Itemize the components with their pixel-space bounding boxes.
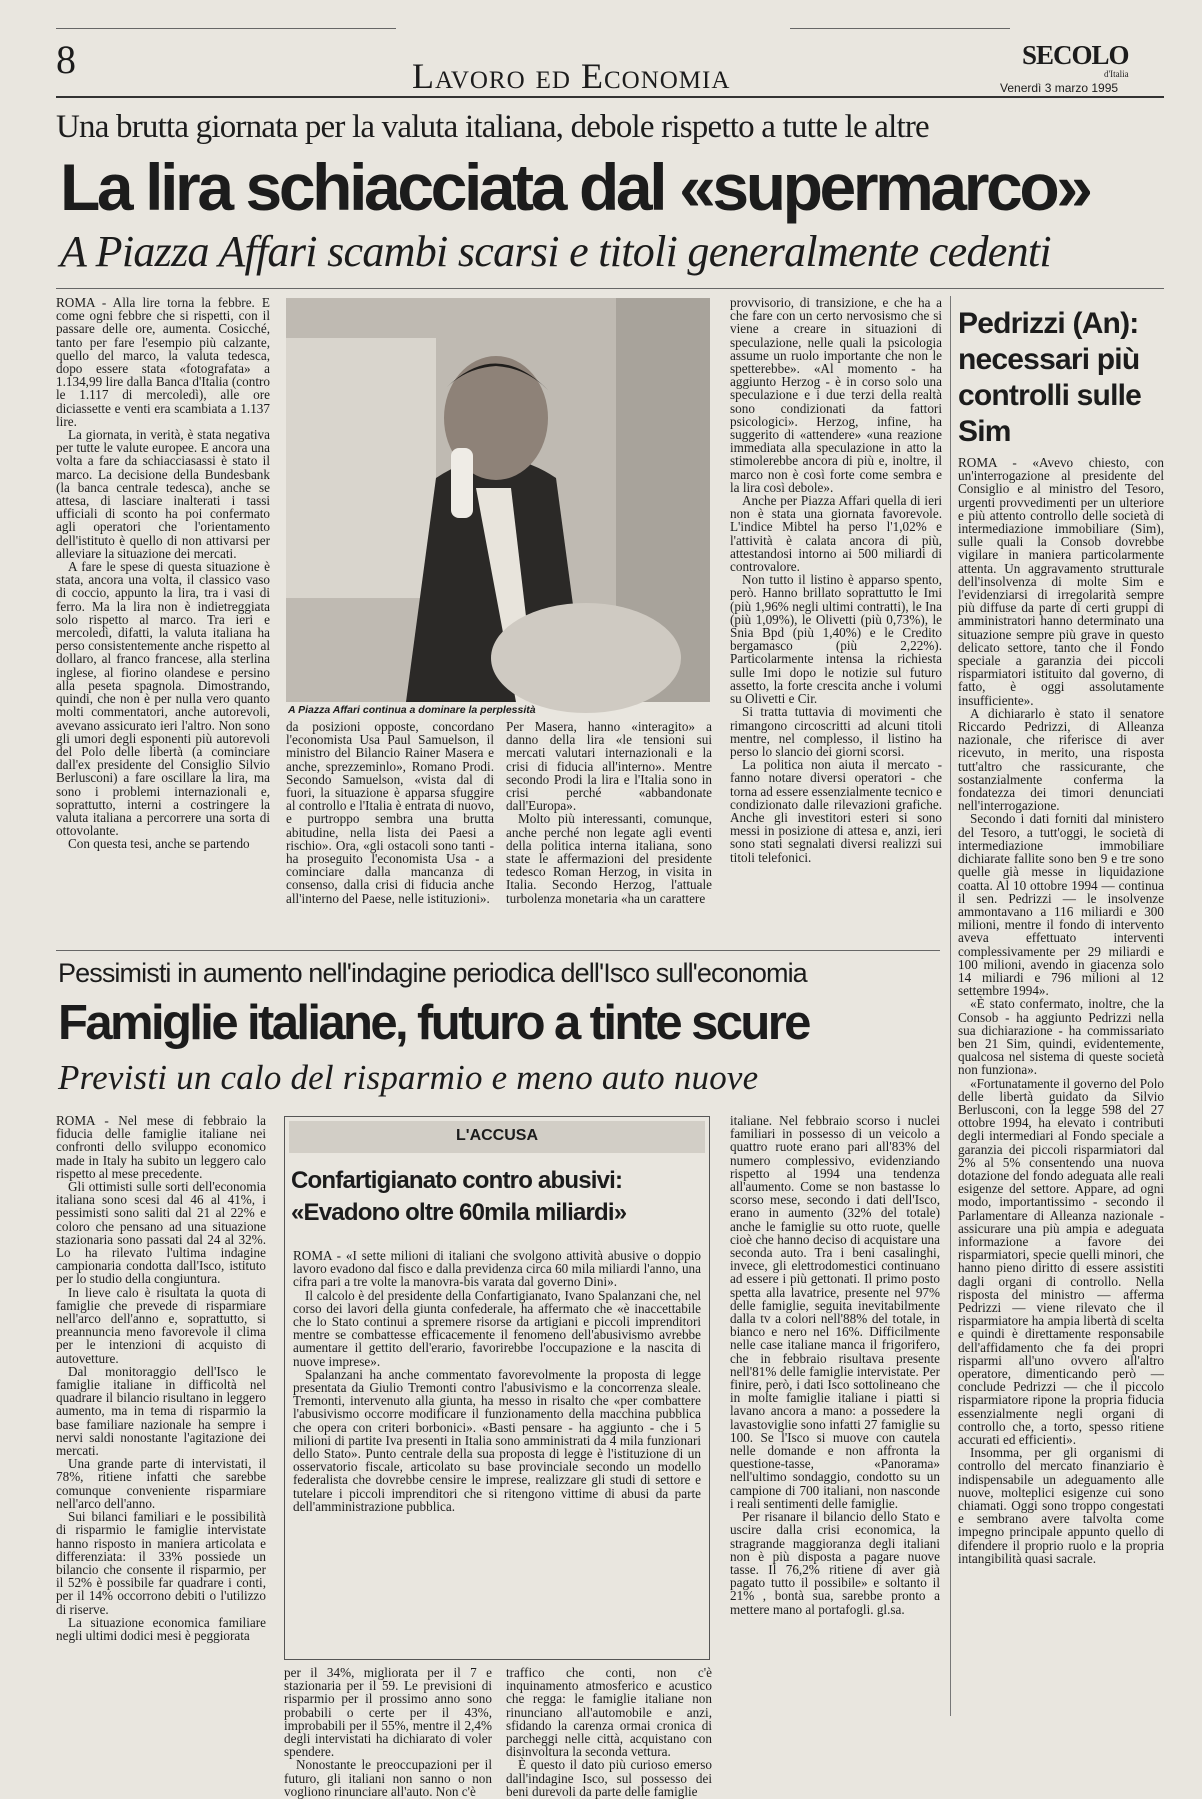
story1-rule (56, 288, 1164, 289)
story1-col1-para: ROMA - Alla lire torna la febbre. E come ogni febbre che si rispetti, con il passare delle ore, aumenta. Cosicché, tanto per fare l'esempio più calzante, quello del marco, la valuta tedesca, dopo essere stata «fotografata» a 1.134,99 lire dalla Banca d'Italia (contro le 1.117 di mercoledì), alle ore diciassette e venti era scambiata a 1.137 lire. (56, 295, 270, 429)
story1-kicker: Una brutta giornata per la valuta italiana, debole rispetto a tutte le altre (56, 109, 929, 145)
story2-col1-para: In lieve calo è risultata la quota di famiglie che prevede di risparmiare nell'arco dell'anno e, soprattutto, si preannuncia meno favorevole il clima per le intenzioni di acquisto di autovetture. (56, 1284, 266, 1366)
sidebar-para: Secondo i dati forniti dal ministero del Tesoro, a tutt'oggi, le società di intermediazione immobiliare dichiarate fallite sono ben 9 e tre sono quelle già messe in liquidazione coatta. Al 10 ottobre 1994 — continua il sen. Pedrizzi — le insolvenze ammontavano a 116 miliardi e 300 milioni, mentre il fondo di intervento aveva effettuato interventi complessivamente per 29 miliardi e 100 milioni, avendo in giacenza solo 14 miliardi e 796 milioni al 12 settembre 1994». (958, 811, 1164, 999)
sidebar-para: «È stato confermato, inoltre, che la Consob - ha aggiunto Pedrizzi nella sua dichiarazione - ha commissariato ben 21 Sim, quindi, evidentemente, qualcosa nel sistema di queste società non funziona». (958, 996, 1164, 1078)
story2-col1-para: La situazione economica familiare negli ultimi dodici mesi è peggiorata (56, 1614, 266, 1643)
story2-col1-para: Una grande parte di intervistati, il 78%, ritiene infatti che sarebbe comunque conveniente risparmiare nell'arco dell'anno. (56, 1456, 266, 1511)
story2-kicker: Pessimisti in aumento nell'indagine periodica dell'Isco sull'economia (58, 958, 807, 988)
issue-date: Venerdì 3 marzo 1995 (1000, 81, 1119, 95)
story2-column-2 (284, 1665, 492, 1799)
accusa-body (293, 1249, 701, 1655)
story1-column-2 (286, 720, 494, 938)
sidebar-para: «Fortunatamente il governo del Polo delle libertà guidato da Silvio Berlusconi, con la legge 598 del 27 ottobre 1994, ha elevato i contributi degli intermediari al Fondo speciale a garanzia dei piccoli risparmiatori dal 2% al 5% consentendo una nuova dotazione del fondo adeguata alle reali esigenze del settore. Appare, ad ogni modo, importantissimo - secondo il Parlamentare di Alleanza nazionale - assicurare una più ampia e adeguata informazione a favore dei risparmiatori, specie quelli minori, che hanno pieno diritto di essere assistiti dagli organi di controllo. Nella risposta del ministro — afferma Pedrizzi — viene rilevato che il risparmiatore ha ampia libertà di scelta e quindi è direttamente responsabile dell'affidamento che fa dei propri risparmi all'uno ovvero all'altro operatore, dimenticando però — conclude Pedrizzi — che il piccolo risparmiatore ripone la propria fiducia essenzialmente negli organi di controllo che, a torto, spesso ritiene accurati ed efficienti». (958, 1075, 1164, 1448)
trader-on-phone-illustration (286, 298, 710, 702)
story2-col2-para: per il 34%, migliorata per il 7 e stazionaria per il 59. Le previsioni di risparmio per il prossimo anno sono probabili o certe per il 43%, improbabili per il 55%, mentre il 2,4% degli intervistati ha dichiarato di voler spendere. (284, 1665, 492, 1760)
sidebar-body (958, 456, 1164, 1720)
story2-col1-para: Dal monitoraggio dell'Isco le famiglie italiane in difficoltà nel quadrare il bilancio risultano in leggero aumento, ma in tema di risparmio la base familiare nazionale ha sempre i nervi saldi nonostante l'agitazione dei mercati. (56, 1363, 266, 1459)
masthead-rule-thin-right (790, 28, 1010, 29)
story1-col1-para: La giornata, in verità, è stata negativa per tutte le valute europee. E ancora una volta a fare da schiacciasassi è stato il marco. La decisione della Bundesbank (la banca centrale tedesca), anche se attesa, di lasciare inalterati i tassi ufficiali di sconto ha poi confermato agli operatori che l'orientamento dell'istituto è quello di non attivarsi per alleviare la situazione dei mercati. (56, 427, 270, 561)
story2-column-1 (56, 1114, 266, 1722)
story1-subhead: A Piazza Affari scambi scarsi e titoli generalmente cedenti (60, 227, 1051, 276)
paper-logo: SECOLO (1022, 40, 1129, 70)
story1-col2-para: da posizioni opposte, concordano l'economista Usa Paul Samuelson, il ministro del Bilancio Rainer Masera e anche, sprezzeminlo», Romano Prodi. Secondo Samuelson, «vista dal di fuori, la situazione è apparsa sfuggire al controllo e l'Italia è entrata di nuovo, e purtroppo sembra una brutta abitudine, nella lista dei Paesi a rischio». Ora, «gli ostacoli sono tanti - ha proseguito l'economista Usa - a cominciare dalla mancanza di consenso, dalla crisi di fiducia anche all'interno del Paese, nelle istituzioni». (286, 719, 494, 906)
masthead-rule-thin (56, 28, 396, 29)
story1-col4-para: Non tutto il listino è apparso spento, però. Hanno brillato soprattutto le Imi (più 1,96% negli ultimi contratti), le Ina (più 1,09%), le Olivetti (più 0,73%), le Snia Bpd (più 1,40%) e le Credito bergamasco (più 2,22%). Particolarmente intensa la richiesta sulle Imi dopo le notizie sul futuro assetto, la forte crescita anche i volumi su Olivetti e Cir. (730, 572, 942, 707)
story1-col1-para: A fare le spese di questa situazione è stata, ancora una volta, il classico vaso di coccio, appunto la lira, tra i vasi di ferro. Ma la lira non è indietreggiata solo rispetto al marco. Tra ieri e mercoledì, difatti, la valuta italiana ha perso consistentemente anche rispetto al dollaro, al franco francese, alla sterlina inglese, al fiorino olandese e persino alla peseta spagnola. Dimostrando, quindi, che non è per nulla vero quanto molti commentatori, anche autorevoli, avevano assicurato ieri l'altro. Non sono gli umori degli esponenti più autorevoli del Polo delle libertà (a cominciare dall'ex presidente del Consiglio Silvio Berlusconi) a fare oscillare la lira, ma sono i problemi internazionali e, soprattutto, interni a costringere la valuta italiana a percorrere una sorta di ottovolante. (56, 559, 270, 839)
story2-col3-para: traffico che conti, non c'è inquinamento atmosferico e acustico che regga: le famiglie italiane non rinunciano all'automobile e anzi, sfidando la carenza ormai cronica di parcheggi nelle città, acquistano con disinvoltura la seconda vettura. (506, 1665, 712, 1760)
story1-photo (286, 298, 710, 702)
story2-subhead: Previsti un calo del risparmio e meno auto nuove (58, 1058, 759, 1097)
page-number: 8 (56, 37, 76, 82)
accusa-para: Spalanzani ha anche commentato favorevolmente la proposta di legge presentata da Giulio Tremonti contro l'abusivismo e la concorrenza sleale. Tremonti, intervenuto alla giunta, ha messo in risalto che «per combattere l'abusivismo occorre modificare il funzionamento della macchina pubblica che opera con criteri borbonici». «Basti pensare - ha aggiunto - che i 5 milioni di partite Iva presenti in Italia sono amministrati da 4 mila funzionari dello Stato». Punto centrale della sua proposta di legge è l'istituzione di un osservatorio fiscale, articolato su base provinciale secondo un modello federalista che dovrebbe censire le imprese, realizzare gli studi di settore e tutelare i piccoli imprenditori che si ritengono vittime di abusi da parte dell'amministrazione pubblica. (293, 1366, 701, 1514)
story2-col1-para: Sui bilanci familiari e le possibilità di risparmio le famiglie intervistate hanno risposto in maniera articolata e differenziata: il 33% possiede un bilancio che consente il risparmio, per il 52% è possibile far quadrare i conti, per il 14% occorrono debiti o l'utilizzo di riserve. (56, 1509, 266, 1617)
story1-headline: La lira schiacciata dal «supermarco» (60, 150, 1090, 224)
section-title: Lavoro ed Economia (412, 56, 731, 96)
story1-column-3 (506, 720, 712, 938)
story2-col3-para: È questo il dato più curioso emerso dall'indagine Isco, sul possesso dei beni durevoli da parte delle famiglie (506, 1757, 712, 1799)
story1-photo-caption: A Piazza Affari continua a dominare la perplessità (288, 704, 536, 716)
story1-col4-para: Si tratta tuttavia di movimenti che rimangono circoscritti ad alcuni titoli mentre, nel complesso, il listino ha perso lo slancio dei giorni scorsi. (730, 704, 942, 759)
masthead-rule (56, 96, 1164, 98)
story2-col2-para: Nonostante le preoccupazioni per il futuro, gli italiani non sanno o non vogliono rinunciare all'auto. Non c'è (284, 1757, 492, 1799)
story2-top-rule (56, 950, 940, 951)
story1-col3-para: Per Masera, hanno «interagito» a danno della lira «le tensioni sui mercati valutari internazionali e la crisi di fiducia all'interno». Mentre secondo Prodi la lira e l'Italia sono in crisi perché «abbandonate dall'Europa». (506, 719, 712, 814)
sidebar-headline: Pedrizzi (An): necessari più controlli sulle Sim (958, 307, 1142, 448)
story2-column-3 (506, 1665, 712, 1799)
story1-column-4 (730, 296, 942, 938)
sidebar-divider (950, 296, 951, 1716)
story1-column-1 (56, 296, 270, 936)
story2-col1-para: ROMA - Nel mese di febbraio la fiducia delle famiglie italiane nei confronti dello sviluppo economico made in Italy ha subito un leggero calo rispetto al mese precedente. (56, 1113, 266, 1181)
story2-headline: Famiglie italiane, futuro a tinte scure (58, 996, 809, 1050)
story2-col4-para: italiane. Nel febbraio scorso i nuclei familiari in possesso di un veicolo a quattro ruote erano pari all'83% del numero complessivo, evidenziando rispetto al 1994 una tendenza all'aumento. Come se non bastasse lo scorso mese, secondo i dati dell'Isco, erano in aumento (32% del totale) anche le famiglie su otto ruote, quelle cioè che hanno deciso di acquistare una seconda auto. Tra i beni casalinghi, invece, gli elettrodomestici continuano ad essere i più gettonati. Il primo posto spetta alla lavatrice, presente nel 97% delle famiglie, seguita inevitabilmente dalla tv a colori nell'88% del totale, in bianco e nero nel 16%. Difficilmente nelle case italiane manca il frigorifero, che in febbraio risultava presente nell'81% delle famiglie intervistate. Per finire, però, i dati Isco sottolineano che in molte famiglie italiane i piatti si lavano ancora a mano: a possedere la lavastoviglie sono infatti 27 famiglie su 100. Se l'Isco si muove con cautela nelle domande e non affronta la questione-tasse, «Panorama» nell'ultimo sondaggio, condotto su un campione di 700 italiani, non nasconde i reali sentimenti delle famiglie. (730, 1113, 940, 1511)
story2-col4-para: Per risanare il bilancio dello Stato e uscire dalla crisi economica, la stragrande maggioranza degli italiani non è più disposta a pagare nuove tasse. Il 76,2% ritiene di aver già pagato tutto il possibile» e soltanto il 21% , bontà sua, sarebbe pronto a mettere mano al portafogli. gl.sa. (730, 1509, 940, 1617)
sidebar-para: A dichiararlo è stato il senatore Riccardo Pedrizzi, di Alleanza nazionale, che riferisce di aver ricevuto, in merito, una risposta tutt'altro che rassicurante, che sostanzialmente conferma la fondatezza dei timori denunciati nell'interrogazione. (958, 705, 1164, 814)
accusa-box (284, 1116, 710, 1660)
story1-col3-para: Molto più interessanti, comunque, anche perché non legate agli eventi della politica interna italiana, sono state le affermazioni del presidente tedesco Roman Herzog, in visita in Italia. Secondo Herzog, l'attuale turbolenza monetaria «ha un carattere (506, 811, 712, 906)
story1-col4-para: provvisorio, di transizione, e che ha a che fare con un certo nervosismo che si viene a creare in situazioni di speculazione, nelle quali la psicologia assume un ruolo importante che non le spetterebbe». «Al momento - ha aggiunto Herzog - è in corso solo una speculazione e i due terzi della realtà sono condizionati da fattori psicologici». Herzog, infine, ha suggerito di «attendere» «una reazione immediata alla speculazione in atto la stimolerebbe ancora di più e, inoltre, il marco non è così forte come sembra e la lira così debole». (730, 295, 942, 495)
accusa-para: Il calcolo è del presidente della Confartigianato, Ivano Spalanzani che, nel corso dei lavori della giunta confederale, ha affermato che «è inaccettabile che lo Stato continui a spremere risorse da artigiani e piccoli imprenditori mentre se combattesse efficacemente il fenomeno dell'abusivismo avrebbe aumentare il gettito dell'erario, favorirebbe l'occupazione e la nascita di nuove imprese». (293, 1287, 701, 1369)
story1-col4-para: La politica non aiuta il mercato - fanno notare diversi operatori - che torna ad essere essenzialmente tecnico e condizionato dalle rilevazioni grafiche. Anche gli investitori esteri si sono messi in posizione di attesa e, anzi, ieri sono stati segnalati diversi realizzi sui titoli telefonici. (730, 757, 942, 865)
story2-column-4 (730, 1114, 940, 1722)
paper-logo-sub: d'Italia (1104, 69, 1129, 79)
accusa-label: L'ACCUSA (455, 1127, 539, 1144)
sidebar-para: ROMA - «Avevo chiesto, con un'interrogazione al presidente del Consiglio e al ministro del Tesoro, urgenti provvedimenti per un ulteriore e più attento controllo delle società di intermediazione immobiliare (Sim), sulle quali la Consob dovrebbe vigilare in maniera particolarmente attenta. Un aggravamento strutturale dell'insolvenza di molte Sim e l'evidenziarsi di irregolarità sempre più diffuse da parte di certi gruppi di amministratori hanno determinato una situazione sempre più grave in questo delicato settore, tanto che il Fondo speciale a garanzia dei piccoli risparmiatori istituito dal governo, di fatto, è oggi assolutamente insufficiente». (958, 455, 1164, 708)
story2-col1-para: Gli ottimisti sulle sorti dell'economia italiana sono scesi dal 46 al 41%, i pessimisti sono saliti dal 21 al 22% e coloro che pensano ad una situazione stazionaria sono passati dal 24 al 32%. Lo ha rilevato l'ultima indagine campionaria condotta dall'Isco, istituto per lo studio della congiuntura. (56, 1179, 266, 1287)
accusa-para: ROMA - «I sette milioni di italiani che svolgono attività abusive o doppio lavoro evadono dal fisco e dalla previdenza circa 60 mila miliardi l'anno, una cifra pari a tre volte la manovra-bis varata dal governo Dini». (293, 1248, 701, 1290)
story1-col4-para: Anche per Piazza Affari quella di ieri non è stata una giornata favorevole. L'indice Mibtel ha perso l'1,02% e l'attività è calata ancora di più, attestandosi intorno ai 500 miliardi di controvalore. (730, 493, 942, 575)
story1-col1-para: Con questa tesi, anche se partendo (68, 836, 250, 852)
accusa-headline: Confartigianato contro abusivi: «Evadono oltre 60mila miliardi» (291, 1167, 627, 1226)
sidebar-para: Insomma, per gli organismi di controllo del mercato finanziario è indispensabile un adeguamento alle nuove, molteplici esigenze cui sono chiamati. Oggi sono troppo congestati e sembrano avere talvolta come impegno principale appunto quello di difendere il proprio ruolo e la propria intangibilità quasi sacrale. (958, 1445, 1164, 1566)
